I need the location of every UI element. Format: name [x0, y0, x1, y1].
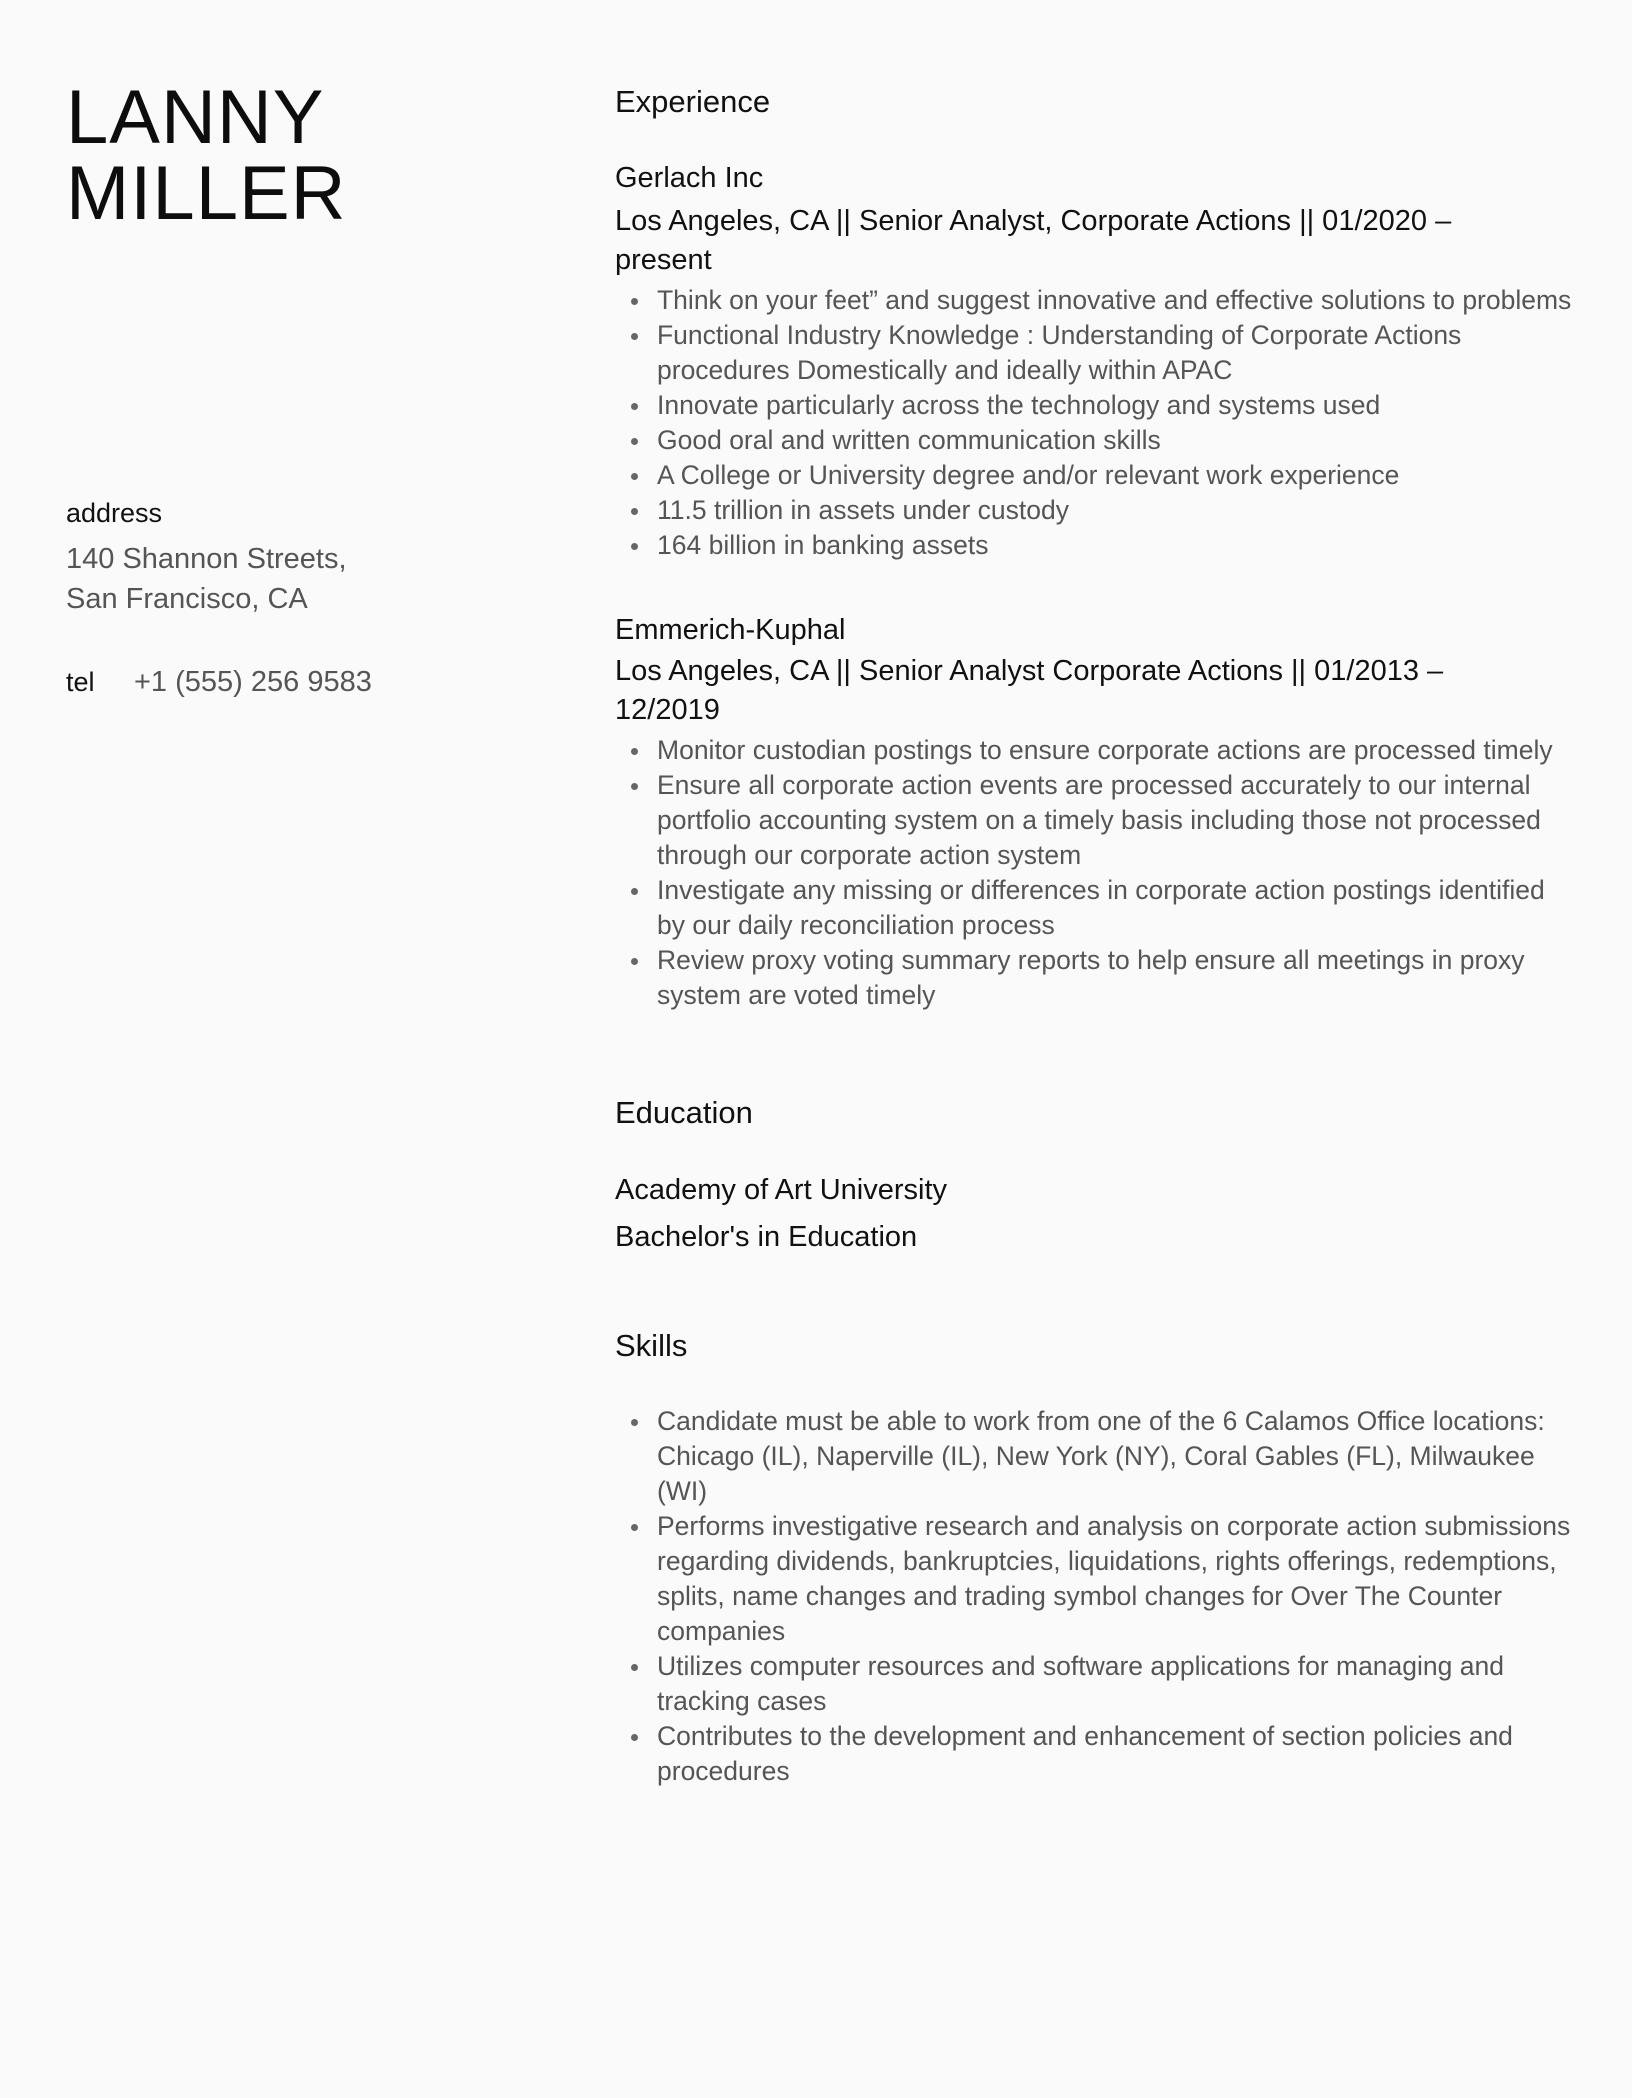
education-school: Academy of Art University — [615, 1174, 947, 1206]
right-column — [615, 82, 1575, 1789]
job-role-line: Los Angeles, CA || Senior Analyst Corporate Actions || 01/2013 – 12/2019 — [615, 655, 1444, 726]
job-company: Emmerich-Kuphal — [615, 614, 846, 646]
address-line-2: San Francisco, CA — [66, 583, 308, 615]
tel-value: +1 (555) 256 9583 — [134, 666, 372, 698]
list-item: Monitor custodian postings to ensure corporate actions are processed timely — [657, 733, 1575, 768]
telephone-row — [66, 666, 546, 699]
list-item: Innovate particularly across the technology and systems used — [657, 388, 1575, 423]
list-item: Good oral and written communication skills — [657, 423, 1575, 458]
experience-title: Experience — [615, 84, 771, 119]
list-item: 11.5 trillion in assets under custody — [657, 493, 1575, 528]
list-item: Performs investigative research and analysis on corporate action submissions regarding dividends, bankruptcies, liquidations, rights offerings, redemptions, splits, name changes and trading symbol changes for Over The Counter companies — [657, 1509, 1575, 1649]
list-item: A College or University degree and/or relevant work experience — [657, 458, 1575, 493]
left-column — [66, 75, 566, 698]
list-item: Functional Industry Knowledge : Understanding of Corporate Actions procedures Domestically and ideally within APAC — [657, 318, 1575, 388]
candidate-name — [66, 75, 566, 236]
list-item: Think on your feet” and suggest innovative and effective solutions to problems — [657, 283, 1575, 318]
job-entry — [615, 158, 1575, 563]
skills-section — [615, 1326, 1575, 1789]
skills-title: Skills — [615, 1328, 688, 1363]
education-degree: Bachelor's in Education — [615, 1221, 918, 1253]
job-entry — [615, 610, 1575, 1013]
job-company: Gerlach Inc — [615, 162, 764, 194]
address-label: address — [66, 498, 163, 528]
address-block — [66, 498, 347, 619]
tel-label: tel — [66, 667, 95, 697]
list-item: Utilizes computer resources and software applications for managing and tracking cases — [657, 1649, 1575, 1719]
experience-section — [615, 82, 1575, 1013]
last-name: MILLER — [66, 151, 347, 236]
job-role-line: Los Angeles, CA || Senior Analyst, Corporate Actions || 01/2020 – present — [615, 205, 1452, 276]
list-item: Candidate must be able to work from one of the 6 Calamos Office locations: Chicago (IL), Naperville (IL), New York (NY), Coral Gables (FL), Milwaukee (WI) — [657, 1404, 1575, 1509]
address-line-1: 140 Shannon Streets, — [66, 543, 347, 575]
list-item: Ensure all corporate action events are processed accurately to our internal portfolio accounting system on a timely basis including those not processed through our corporate action system — [657, 768, 1575, 873]
skills-bullets — [615, 1404, 1575, 1789]
job-bullets — [615, 733, 1575, 1013]
first-name: LANNY — [66, 75, 325, 160]
list-item: 164 billion in banking assets — [657, 528, 1575, 563]
education-title: Education — [615, 1095, 753, 1130]
list-item: Investigate any missing or differences in corporate action postings identified by our daily reconciliation process — [657, 873, 1575, 943]
list-item: Contributes to the development and enhancement of section policies and procedures — [657, 1719, 1575, 1789]
list-item: Review proxy voting summary reports to help ensure all meetings in proxy system are voted timely — [657, 943, 1575, 1013]
education-section — [615, 1093, 1575, 1257]
job-bullets — [615, 283, 1575, 563]
